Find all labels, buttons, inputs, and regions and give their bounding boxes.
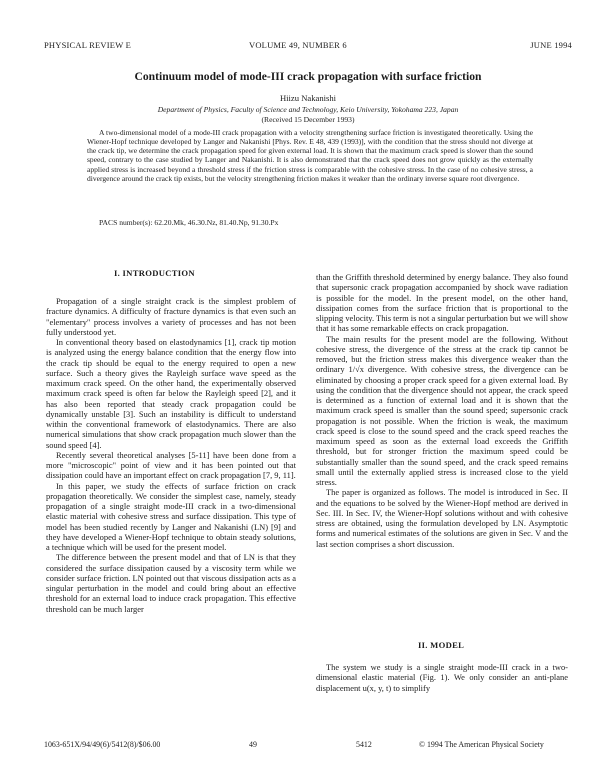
right-column [316,272,568,549]
volume-footer: 49 [249,740,257,749]
abstract: A two-dimensional model of a mode-III crack propagation with a velocity strengthening surface friction is investigated theoretically. Using the Wiener-Hopf technique developed by Langer and Nakanishi [Phys. Rev. E 48, 439 (1993)], with the condition that the stress should not diverge at the crack tip, we determine the crack propagation speed for given external load. It is shown that the maximum crack speed is slower than the sound speed, contrary to the case studied by Langer and Nakanishi. It is also demonstrated that the crack speed does not grow quickly as the externally applied stress is increased beyond a threshold stress if the friction stress is comparable with the cohesive stress. In the case of no cohesive stress, a divergence around the crack tip exists, but the velocity strengthening friction makes it weaker than the ordinary inverse square root divergence. [87,128,533,183]
running-header [44,40,572,52]
volume-number: VOLUME 49, NUMBER 6 [249,40,347,50]
section-heading-introduction: I. INTRODUCTION [114,268,195,278]
author-affiliation: Department of Physics, Faculty of Science and Technology, Keio University, Yokohama 223, Japan [157,105,459,114]
article-code: 1063-651X/94/49(6)/5412(8)/$06.00 [44,740,161,749]
paragraph: The paper is organized as follows. The model is introduced in Sec. II and the equations to be solved by the Wiener-Hopf method are derived in Sec. III. In Sec. IV, the Wiener-Hopf solutions without and with cohesive stress are obtained, using the formulation developed by LN. Asymptotic forms and numerical estimates of the solutions are given in Sec. V and the last section comprises a short discussion. [316,487,568,549]
paragraph: The main results for the present model are the following. Without cohesive stress, the divergence of the stress at the crack tip cannot be removed, but the friction stress makes this divergence weaker than the ordinary 1/√x divergence. With cohesive stress, the divergence can be eliminated by choosing a proper crack speed for a given external load. By using the condition that the divergence should not appear, the crack speed is determined as a function of external load and it is shown that the maximum crack speed is smaller than the sound speed; supersonic crack propagation is not possible. When the friction is weak, the maximum crack speed is close to the sound speed and the crack speed reaches the maximum speed as soon as the external load exceeds the Griffith threshold, but for stronger friction the maximum speed could be substantially smaller than the sound speed, and the crack speed remains small until the externally applied stress is increased close to the yield stress. [316,333,568,487]
page-footer [44,740,572,752]
copyright-notice: © 1994 The American Physical Society [419,740,544,749]
issue-date: JUNE 1994 [530,40,572,50]
section-heading-model: II. MODEL [418,640,465,650]
paragraph: The system we study is a single straight mode-III crack in a two-dimensional elastic material (Fig. 1). We only consider an anti-plane displacement u(x, y, t) to simplify [316,662,568,693]
pacs-numbers: PACS number(s): 62.20.Mk, 46.30.Nz, 81.40.Np, 91.30.Px [99,218,279,227]
paragraph: Recently several theoretical analyses [5-11] have been done from a more "microscopic" point of view and it has been pointed out that dissipation could have an important effect on crack propagation [7, 9, 11]. [46,449,296,481]
page-number: 5412 [356,740,372,749]
paragraph: In conventional theory based on elastodynamics [1], crack tip motion is analyzed using the energy balance condition that the energy flow into the crack tip should be equal to the energy required to open a new surface. Such a theory gives the Rayleigh surface wave speed as the maximum crack speed. On the other hand, the experimentally observed maximum crack speed is often far below the Rayleigh speed [2], and it has also been reported that steady crack propagation could be dynamically unstable [3]. Such an instability is difficult to understand within the conventional framework of elastodynamics. There are also numerical simulations that show crack propagation much slower than the sound speed [4]. [46,337,296,450]
left-column [46,296,296,614]
paragraph: In this paper, we study the effects of surface friction on crack propagation theoretically. We consider the simplest case, namely, steady propagation of a single straight mode-III crack in a two-dimensional elastic material with cohesive stress and surface dissipation. This type of model has been studied recently by Langer and Nakanishi (LN) [9] and they have developed a Wiener-Hopf technique to obtain steady solutions, a technique which will be used for the present model. [46,480,296,552]
author-name: Hiizu Nakanishi [279,93,337,103]
paragraph: Propagation of a single straight crack is the simplest problem of fracture dynamics. A difficulty of fracture dynamics is that even such an "elementary" process involves a variety of processes and has not been fully understood yet. [46,296,296,337]
paragraph: The difference between the present model and that of LN is that they considered the surface dissipation caused by a viscosity term while we consider surface friction. LN pointed out that viscous dissipation acts as a singular perturbation in the model and could bring about an effective threshold for an external load to induce crack propagation. This effective threshold can be much larger [46,552,296,614]
paragraph: than the Griffith threshold determined by energy balance. They also found that supersonic crack propagation accompanied by shock wave radiation is possible for the model. In the present model, on the other hand, dissipation comes from the surface friction that is proportional to the slipping velocity. This term is not a singular perturbation but we will show that it has some remarkable effects on crack propagation. [316,272,568,334]
article-title: Continuum model of mode-III crack propagation with surface friction [134,70,482,83]
received-date: (Received 15 December 1993) [261,115,355,124]
journal-name: PHYSICAL REVIEW E [44,40,131,50]
